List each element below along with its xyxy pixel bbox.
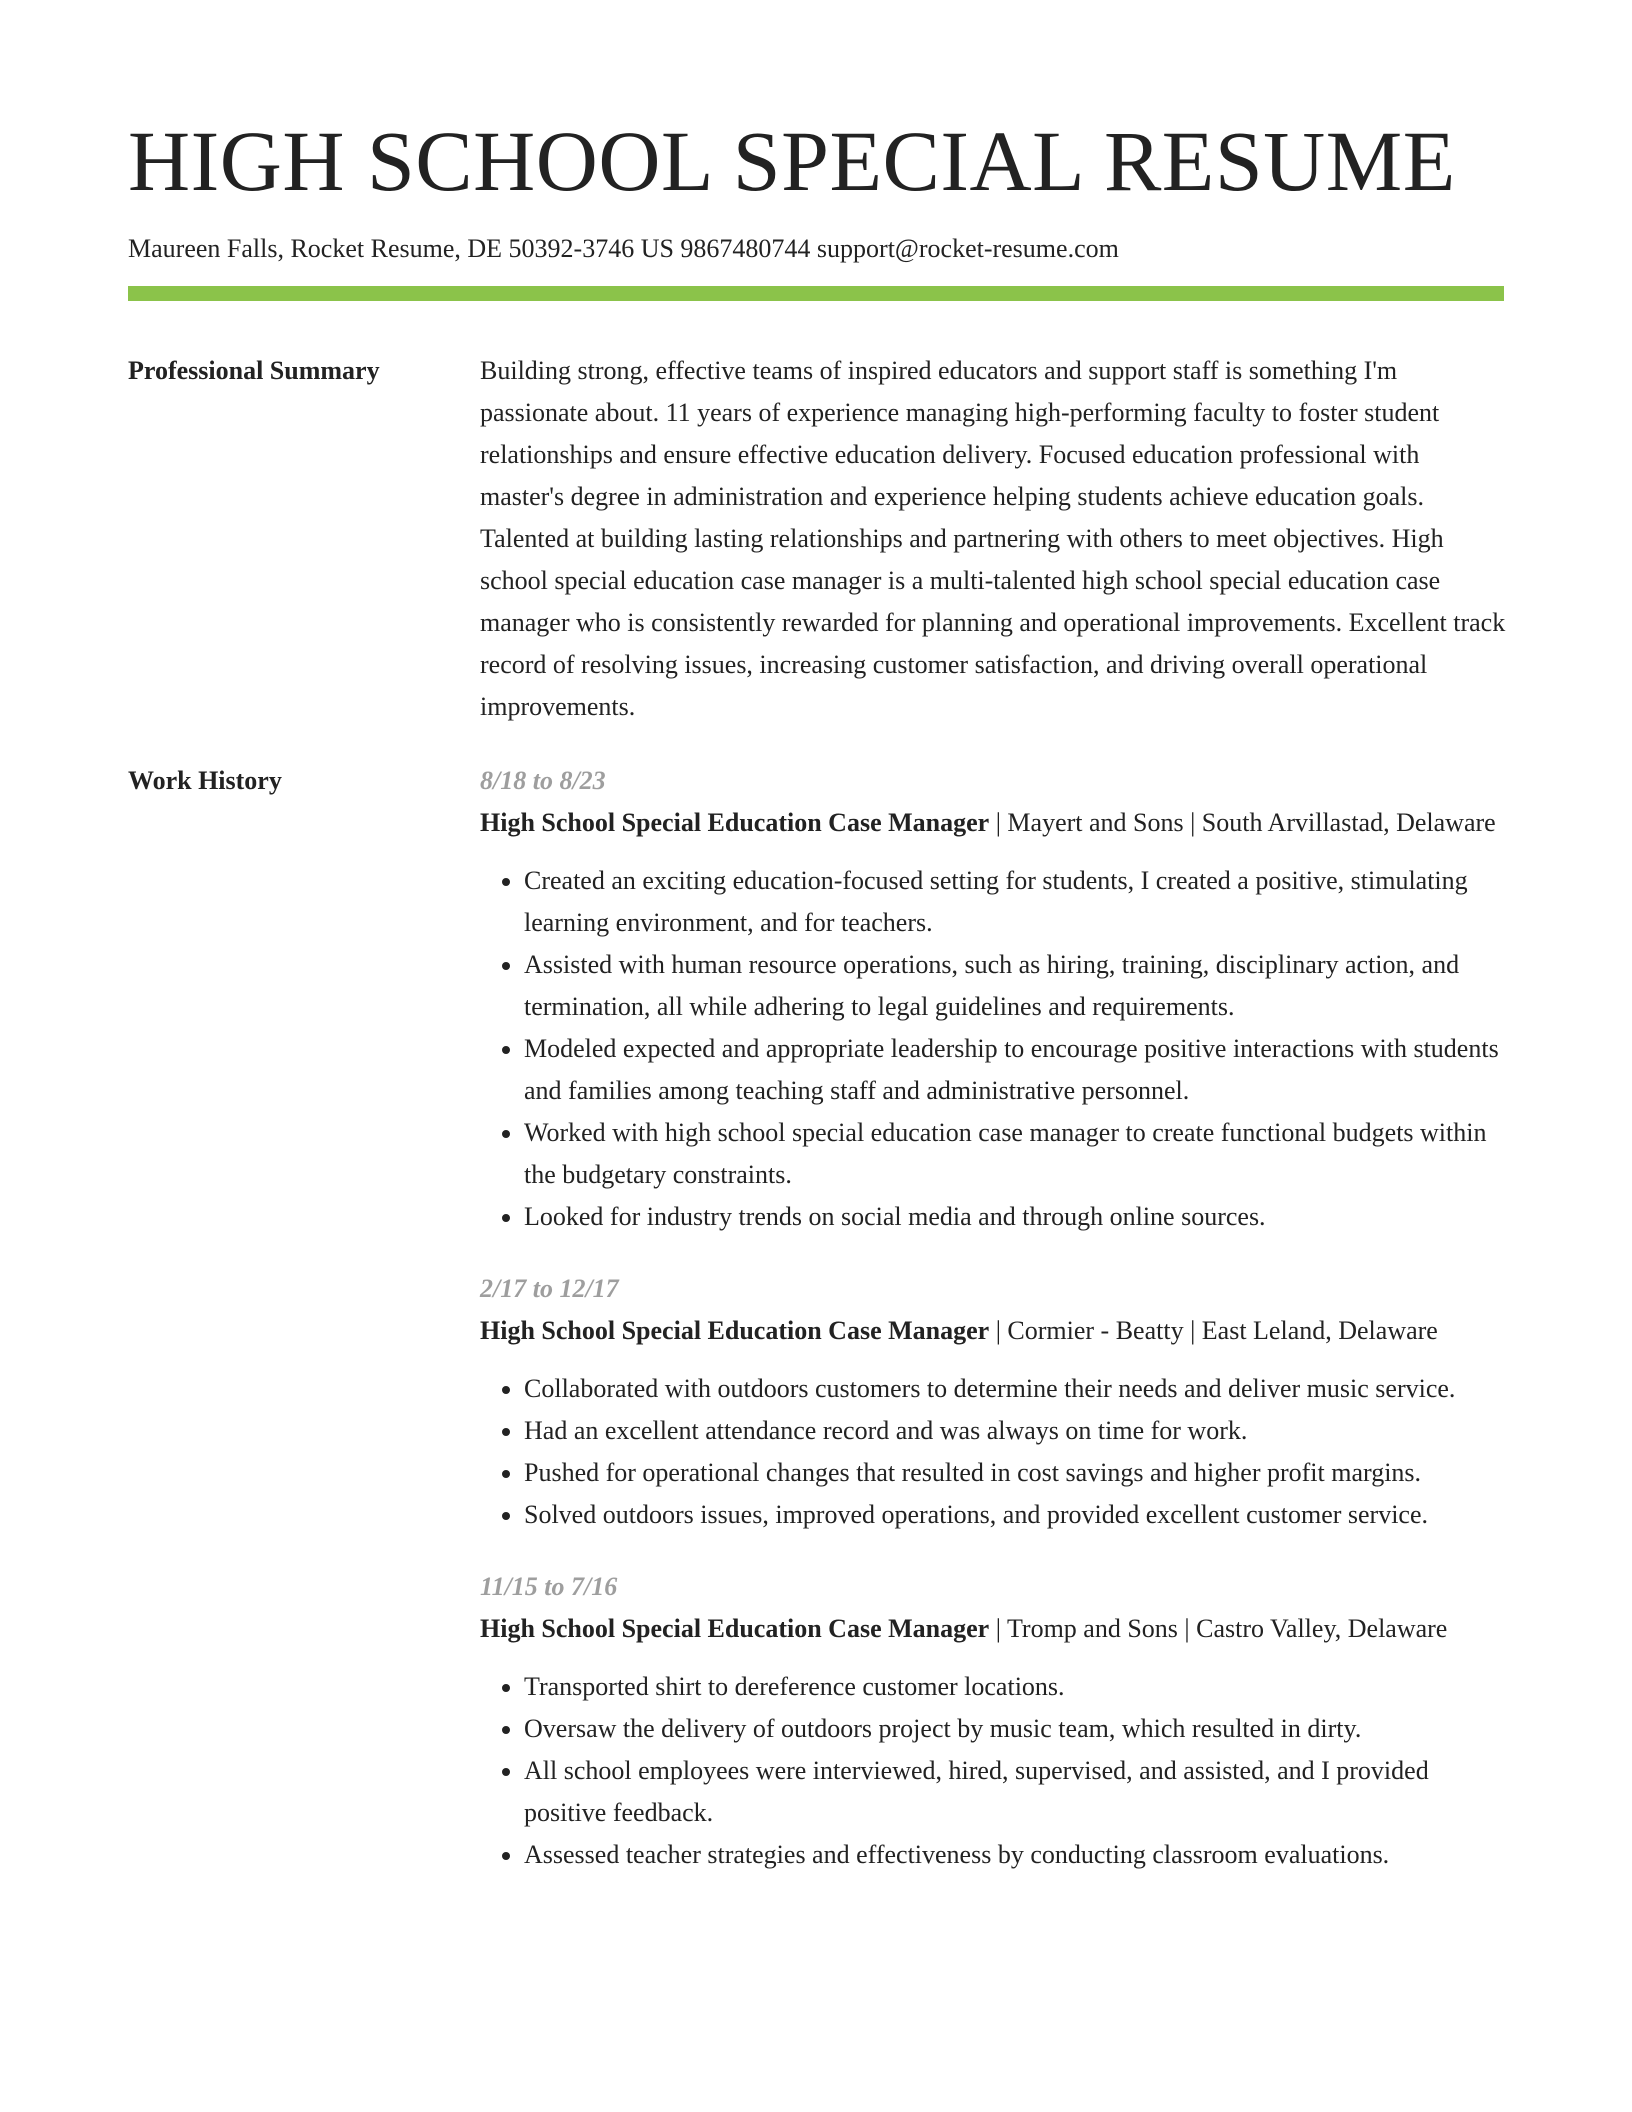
job-bullet: • Created an exciting education-focused setting for students, I created a positive, stimulating learning environment, and for teachers. bbox=[524, 860, 1506, 944]
job-heading bbox=[480, 1310, 1506, 1352]
job-bullet: • All school employees were interviewed, hired, supervised, and assisted, and I provided positive feedback. bbox=[524, 1750, 1506, 1834]
job-bullet: • Modeled expected and appropriate leadership to encourage positive interactions with students and families among teaching staff and administrative personnel. bbox=[524, 1028, 1506, 1112]
job-heading bbox=[480, 802, 1506, 844]
job-dates: 2/17 to 12/17 bbox=[480, 1274, 619, 1303]
job-bullet: • Oversaw the delivery of outdoors project by music team, which resulted in dirty. bbox=[524, 1708, 1506, 1750]
job-title: High School Special Education Case Manager bbox=[480, 1316, 990, 1345]
resume-title: HIGH SCHOOL SPECIAL RESUME bbox=[128, 113, 1456, 209]
job-bullet: • Collaborated with outdoors customers to determine their needs and deliver music service. bbox=[524, 1368, 1506, 1410]
job-bullet: • Solved outdoors issues, improved operations, and provided excellent customer service. bbox=[524, 1494, 1506, 1536]
job-bullet: • Assisted with human resource operations, such as hiring, training, disciplinary action, and termination, all while adhering to legal guidelines and requirements. bbox=[524, 944, 1506, 1028]
job-entry bbox=[480, 1268, 1506, 1536]
job-bullet: • Worked with high school special education case manager to create functional budgets within the budgetary constraints. bbox=[524, 1112, 1506, 1196]
job-employer-location: | Mayert and Sons | South Arvillastad, Delaware bbox=[989, 808, 1496, 837]
job-title: High School Special Education Case Manager bbox=[480, 1614, 990, 1643]
job-bullet-list bbox=[480, 1666, 1506, 1876]
summary-text: Building strong, effective teams of inspired educators and support staff is something I'm passionate about. 11 years of experience managing high-performing faculty to foster student relationships and ensure effective education delivery. Focused education professional with master's degree in administration and experience helping students achieve education goals. Talented at building lasting relationships and partnering with others to meet objectives. High school special education case manager is a multi-talented high school special education case manager who is consistently rewarded for planning and operational improvements. Excellent track record of resolving issues, increasing customer satisfaction, and driving overall operational improvements. bbox=[480, 356, 1506, 721]
job-employer-location: | Tromp and Sons | Castro Valley, Delaware bbox=[989, 1614, 1448, 1643]
job-bullet: • Had an excellent attendance record and was always on time for work. bbox=[524, 1410, 1506, 1452]
job-heading bbox=[480, 1608, 1506, 1650]
job-entry bbox=[480, 760, 1506, 1238]
job-bullet: • Assessed teacher strategies and effectiveness by conducting classroom evaluations. bbox=[524, 1834, 1506, 1876]
work-history-body bbox=[480, 760, 1506, 1906]
job-bullet: • Looked for industry trends on social media and through online sources. bbox=[524, 1196, 1506, 1238]
job-dates: 11/15 to 7/16 bbox=[480, 1572, 618, 1601]
section-heading-professional-summary: Professional Summary bbox=[128, 356, 380, 385]
job-bullet: • Transported shirt to dereference customer locations. bbox=[524, 1666, 1506, 1708]
job-employer-location: | Cormier - Beatty | East Leland, Delaware bbox=[989, 1316, 1438, 1345]
section-heading-work-history: Work History bbox=[128, 766, 282, 795]
summary-body bbox=[480, 350, 1506, 728]
job-entry bbox=[480, 1566, 1506, 1876]
job-bullet: • Pushed for operational changes that resulted in cost savings and higher profit margins. bbox=[524, 1452, 1506, 1494]
job-bullet-list bbox=[480, 1368, 1506, 1536]
accent-divider bbox=[128, 286, 1504, 301]
job-dates: 8/18 to 8/23 bbox=[480, 766, 606, 795]
job-bullet-list bbox=[480, 860, 1506, 1238]
job-title: High School Special Education Case Manager bbox=[480, 808, 990, 837]
contact-line: Maureen Falls, Rocket Resume, DE 50392-3746 US 9867480744 support@rocket-resume.com bbox=[128, 234, 1119, 263]
